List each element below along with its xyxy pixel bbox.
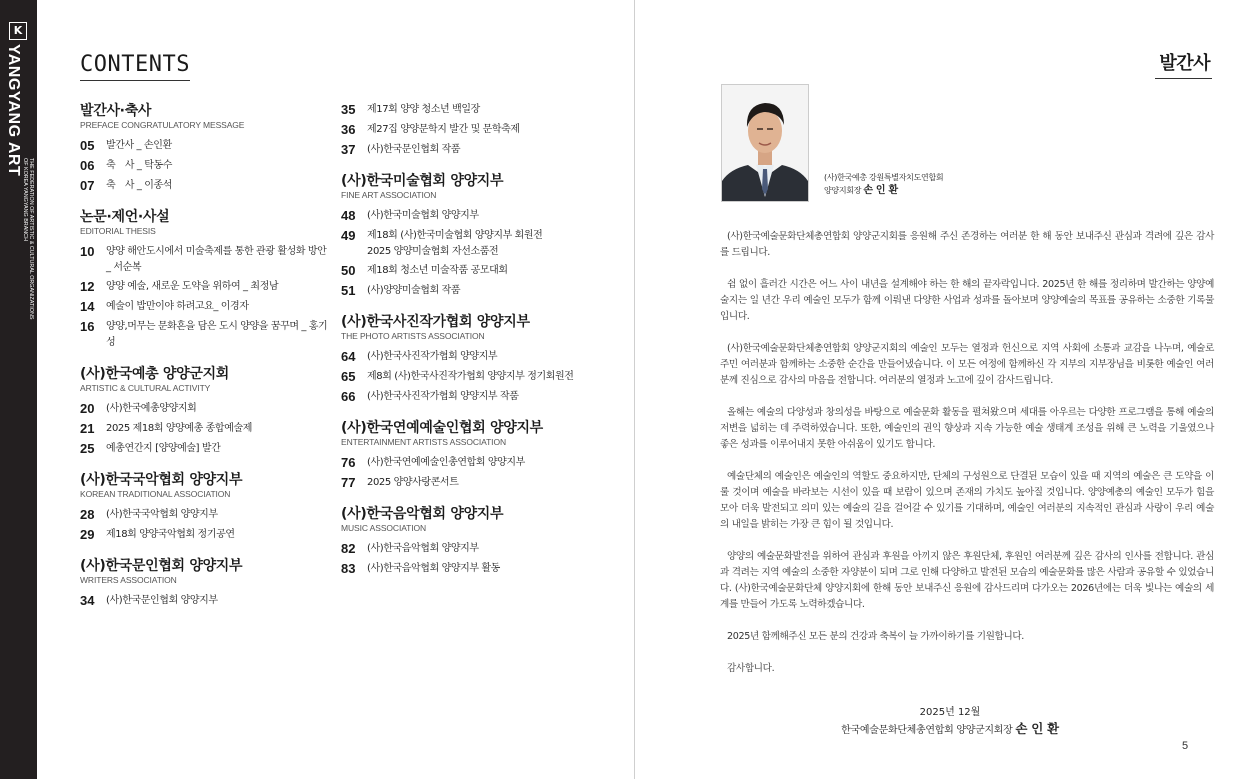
preface-paragraph: 2025년 함께해주신 모든 분의 건강과 축복이 늘 가까이하기를 기원합니다.: [727, 631, 1025, 642]
contents-entry: [80, 279, 335, 295]
contents-entry: [341, 283, 631, 299]
entry-title: 예술이 밥만이야 하려고요_ 이경자: [106, 301, 249, 312]
entry-title: 축 사 _ 탁동수: [106, 160, 173, 171]
spine-subtitle-line1: THE FEDERATION OF ARTISTIC & CULTURAL ORGANIZATIONS: [28, 158, 34, 320]
entry-title-continued: 2025 양양미술협회 자선소품전: [367, 246, 499, 257]
entry-page-number: 14: [80, 299, 95, 314]
entry-title: 양양 예술, 새로운 도약을 위하여 _ 최정남: [106, 281, 279, 292]
entry-page-number: 29: [80, 527, 95, 542]
entry-page-number: 12: [80, 279, 95, 294]
section-title: (사)한국국악협회 양양지부: [80, 472, 243, 488]
president-portrait: [721, 84, 809, 202]
entry-page-number: 48: [341, 208, 356, 223]
caption-role: 양양지회장: [824, 186, 862, 195]
contents-section: [341, 419, 631, 491]
entry-title: (사)한국음악협회 양양지부: [367, 543, 479, 554]
contents-entry: [80, 158, 335, 174]
contents-section: [80, 208, 335, 351]
section-title: (사)한국음악협회 양양지부: [341, 506, 504, 522]
spine-subtitle-line2: OF KOREA YANGYANG BRANCH: [22, 158, 28, 241]
section-title: 논문·제언·사설: [80, 209, 170, 225]
entry-title-continued: _ 서순복: [106, 262, 142, 273]
contents-entry: [80, 441, 335, 457]
entry-title: 축 사 _ 이종석: [106, 180, 173, 191]
contents-entry: [341, 349, 631, 365]
entry-page-number: 37: [341, 142, 356, 157]
section-title: (사)한국연예예술인협회 양양지부: [341, 420, 543, 436]
section-subtitle: ENTERTAINMENT ARTISTS ASSOCIATION: [341, 437, 506, 447]
section-subtitle: PREFACE CONGRATULATORY MESSAGE: [80, 120, 245, 130]
contents-entry: [341, 102, 631, 118]
contents-entry: [80, 527, 335, 543]
section-title: (사)한국미술협회 양양지부: [341, 173, 504, 189]
contents-entry: [80, 299, 335, 315]
preface-paragraph: 양양의 예술문화발전을 위하여 관심과 후원을 아끼지 않은 후원단체, 후원인 여러분께 깊은 감사의 인사를 전합니다. 관심과 격려는 지역 예술의 소중한 자양분이 되며 그로 인해 다양하고 발전된 모습의 예술문화를 많은 사람과 공유할 수 있었습니다. (사)한국예술문화단체 양양지회에 한해 동안 보내주신 응원에 감사드리며 다가오는 2026년에는 더욱 빛나는 예술의 세계를 만들어 가도록 노력하겠습니다.: [720, 551, 1214, 610]
preface-paragraph: 감사합니다.: [727, 663, 775, 674]
portrait-caption: [824, 171, 943, 197]
preface-signature: [790, 719, 1110, 737]
entry-title: 제27집 양양문학지 발간 및 문학축제: [367, 124, 520, 135]
preface-paragraph: (사)한국예술문화단체총연합회 양양군지회를 응원해 주신 존경하는 여러분 한 해 동안 보내주신 관심과 격려에 깊은 감사를 드립니다.: [720, 231, 1214, 258]
signature-organization: 한국예술문화단체총연합회 양양군지회장: [841, 725, 1013, 736]
entry-title: 2025 제18회 양양예총 종합예술제: [106, 423, 252, 434]
caption-name: 손 인 환: [863, 185, 898, 196]
entry-title: 발간사 _ 손인환: [106, 140, 172, 151]
signature-name: 손 인 환: [1015, 721, 1059, 736]
entry-page-number: 35: [341, 102, 356, 117]
contents-entry: [80, 401, 335, 417]
entry-page-number: 66: [341, 389, 356, 404]
contents-entry: [341, 142, 631, 158]
page-fold-divider: [634, 0, 635, 779]
entry-title: 제18회 양양국악협회 정기공연: [106, 529, 235, 540]
entry-title: (사)한국사진작가협회 양양지부 작품: [367, 391, 519, 402]
entry-page-number: 76: [341, 455, 356, 470]
spine: [0, 0, 37, 779]
entry-title: 양양 해안도시에서 미술축제를 통한 관광 활성화 방안: [106, 246, 327, 257]
entry-title: 제18회 청소년 미술작품 공모대회: [367, 265, 508, 276]
contents-section: [341, 313, 631, 405]
contents-entry: [80, 244, 335, 260]
section-subtitle: ARTISTIC & CULTURAL ACTIVITY: [80, 383, 211, 393]
entry-page-number: 10: [80, 244, 95, 259]
entry-page-number: 64: [341, 349, 356, 364]
contents-entry: [80, 178, 335, 194]
preface-paragraph: (사)한국예술문화단체총연합회 양양군지회의 예술인 모두는 열정과 헌신으로 지역 사회에 소통과 교감을 나누며, 예술로 주민 여러분과 함께하는 소중한 순간을 만들어냈습니다. 이 모든 여정에 함께하신 각 지부의 지부장님을 비롯한 예술인 여러분께 진심으로 감사의 마음을 전합니다. 여러분의 열정과 노고에 깊이 감사드립니다.: [720, 343, 1214, 386]
entry-page-number: 34: [80, 593, 95, 608]
spine-title: YANGYANG ART: [5, 44, 22, 177]
entry-title: 2025 양양사랑콘서트: [367, 477, 459, 488]
preface-date: 2025년 12월: [919, 707, 981, 718]
entry-page-number: 06: [80, 158, 95, 173]
contents-left-column: [80, 102, 335, 623]
contents-section: [80, 471, 335, 543]
contents-section: [341, 102, 631, 158]
contents-section: [80, 557, 335, 609]
contents-entry: [341, 455, 631, 471]
section-title: (사)한국사진작가협회 양양지부: [341, 314, 530, 330]
spine-subtitle: [22, 158, 34, 319]
contents-entry: [341, 208, 631, 224]
contents-entry: [341, 541, 631, 557]
entry-title: 제17회 양양 청소년 백일장: [367, 104, 480, 115]
entry-title: (사)한국연예예술인총연합회 양양지부: [367, 457, 525, 468]
contents-entry: [80, 138, 335, 154]
entry-page-number: 25: [80, 441, 95, 456]
entry-title: 예총연간지 [양양예술] 발간: [106, 443, 221, 454]
contents-entry: [80, 319, 335, 351]
preface-paragraph: 쉼 없이 흘러간 시간은 어느 사이 내년을 설계해야 하는 한 해의 끝자락입니다. 2025년 한 해를 정리하며 발간하는 양양예술지는 일 년간 우리 예술인 모두가 함께 이뤄낸 다양한 사업과 성과를 돌아보며 양양예술의 목표를 공유하는 소중한 기록물입니다.: [720, 279, 1214, 322]
contents-entry: [341, 369, 631, 385]
contents-entry: [341, 475, 631, 491]
contents-title: CONTENTS: [80, 52, 190, 81]
entry-page-number: 50: [341, 263, 356, 278]
section-title: (사)한국문인협회 양양지부: [80, 558, 243, 574]
section-title: 발간사·축사: [80, 103, 152, 119]
contents-entry: [341, 561, 631, 577]
preface-paragraph: 올해는 예술의 다양성과 창의성을 바탕으로 예술문화 활동을 펼쳐왔으며 세대를 아우르는 다양한 프로그램을 통해 예술의 저변을 넓히는 데 주력하였습니다. 또한, 예술인의 권익 향상과 지속 가능한 예술 생태계 조성을 위해 큰 노력을 기울였으나 좋은 성과를 이루어내지 못한 아쉬움이 있기도 합니다.: [720, 407, 1214, 450]
section-subtitle: KOREAN TRADITIONAL ASSOCIATION: [80, 489, 231, 499]
caption-role-name: [824, 184, 943, 197]
entry-title: (사)한국예총양양지회: [106, 403, 197, 414]
entry-page-number: 07: [80, 178, 95, 193]
contents-entry: [80, 593, 335, 609]
federation-logo-icon: K: [9, 22, 27, 40]
contents-section: [80, 365, 335, 457]
entry-page-number: 21: [80, 421, 95, 436]
entry-page-number: 20: [80, 401, 95, 416]
entry-page-number: 77: [341, 475, 356, 490]
entry-page-number: 51: [341, 283, 356, 298]
contents-middle-column: [341, 102, 631, 591]
page-number: 5: [1182, 740, 1189, 752]
contents-entry: [341, 389, 631, 405]
entry-title: 제18회 (사)한국미술협회 양양지부 회원전: [367, 230, 543, 241]
caption-organization: (사)한국예총 강원특별자치도연합회: [824, 173, 944, 182]
entry-page-number: 82: [341, 541, 356, 556]
entry-title: 제8회 (사)한국사진작가협회 양양지부 정기회원전: [367, 371, 574, 382]
entry-page-number: 28: [80, 507, 95, 522]
entry-page-number: 83: [341, 561, 356, 576]
section-title: (사)한국예총 양양군지회: [80, 366, 230, 382]
entry-title: (사)한국국악협회 양양지부: [106, 509, 218, 520]
section-subtitle: EDITORIAL THESIS: [80, 226, 156, 236]
preface-title: 발간사: [1155, 52, 1212, 79]
contents-section: [341, 505, 631, 577]
contents-entry: [80, 421, 335, 437]
entry-page-number: 16: [80, 319, 95, 334]
entry-title: (사)한국문인협회 양양지부: [106, 595, 218, 606]
entry-title: (사)한국음악협회 양양지부 활동: [367, 563, 500, 574]
contents-entry: [341, 122, 631, 138]
entry-title: (사)한국미술협회 양양지부: [367, 210, 479, 221]
entry-page-number: 65: [341, 369, 356, 384]
section-subtitle: THE PHOTO ARTISTS ASSOCIATION: [341, 331, 485, 341]
contents-section: [341, 172, 631, 299]
entry-page-number: 49: [341, 228, 356, 243]
entry-title: (사)한국사진작가협회 양양지부: [367, 351, 498, 362]
section-subtitle: WRITERS ASSOCIATION: [80, 575, 177, 585]
contents-entry: [80, 507, 335, 523]
portrait-image: [722, 85, 808, 201]
contents-entry: [341, 263, 631, 279]
contents-section: [80, 102, 335, 194]
section-subtitle: FINE ART ASSOCIATION: [341, 190, 437, 200]
entry-title: (사)양양미술협회 작품: [367, 285, 461, 296]
preface-body: [720, 229, 1214, 693]
section-subtitle: MUSIC ASSOCIATION: [341, 523, 427, 533]
preface-paragraph: 예술단체의 예술인은 예술인의 역할도 중요하지만, 단체의 구성원으로 단결된 모습이 있을 때 지역의 예술은 큰 도약을 이룰 것이며 예술을 바라보는 시선이 있을 때 보람이 있으며 존재의 가치도 높아질 것입니다. 양양예총의 예술인 모두가 힘을 모아 더욱 발전되고 의미 있는 예술의 길을 걸어갈 수 있기를 기대하며, 예술인 여러분의 지속적인 관심과 사랑이 우리 예술의 내일을 밝히는 가장 큰 힘이 될 것입니다.: [720, 471, 1214, 530]
entry-page-number: 36: [341, 122, 356, 137]
entry-title: (사)한국문인협회 작품: [367, 144, 461, 155]
contents-entry: [341, 228, 631, 244]
entry-page-number: 05: [80, 138, 95, 153]
entry-title: 양양,머무는 문화흔을 담은 도시 양양을 꿈꾸며 _ 홍기성: [106, 321, 328, 348]
